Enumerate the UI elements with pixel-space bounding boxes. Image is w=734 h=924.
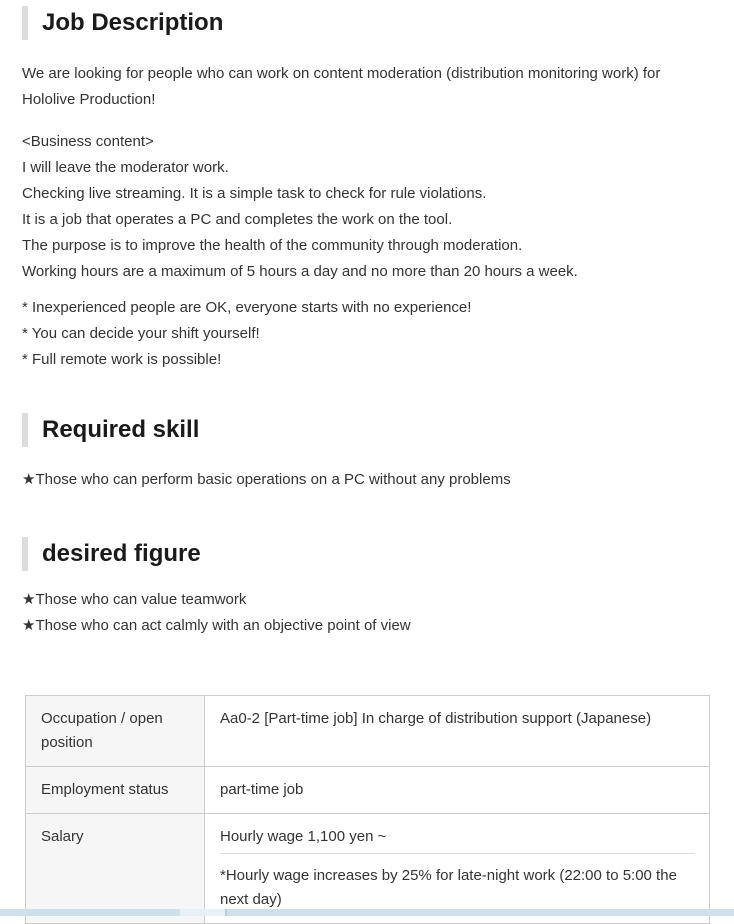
business-content-line: It is a job that operates a PC and completes the work on the tool. (22, 211, 453, 228)
required-skill-list (22, 467, 712, 493)
required-skill-heading-text: Required skill (42, 416, 200, 443)
row-value-occupation: Aa0-2 [Part-time job] In charge of distribution support (Japanese) (205, 696, 710, 767)
perk-line: * You can decide your shift yourself! (22, 325, 260, 342)
horizontal-scrollbar-track[interactable] (0, 909, 734, 916)
business-content-label: <Business content> (22, 133, 154, 150)
job-description-heading (22, 6, 712, 40)
table-row-occupation (26, 696, 710, 767)
table-row-salary (26, 814, 710, 924)
job-posting-page (0, 6, 734, 924)
job-details-table (25, 695, 710, 924)
section-job-description (22, 6, 712, 373)
table-row-employment-status (26, 767, 710, 814)
section-required-skill (22, 413, 712, 493)
desired-figure-item: ★Those who can value teamwork (22, 591, 247, 608)
business-content-line: I will leave the moderator work. (22, 159, 229, 176)
desired-figure-list (22, 587, 712, 639)
scrollbar-divider (225, 909, 227, 916)
desired-figure-heading-text: desired figure (42, 540, 201, 567)
row-label-salary: Salary (26, 814, 205, 924)
perk-line: * Full remote work is possible! (22, 351, 222, 368)
row-label-occupation: Occupation / open position (26, 696, 205, 767)
row-value-employment-status: part-time job (205, 767, 710, 814)
required-skill-heading (22, 413, 712, 447)
salary-note-text: *Hourly wage increases by 25% for late-night work (22:00 to 5:00 the next day) (220, 853, 694, 912)
intro-paragraph: We are looking for people who can work on content moderation (distribution monitoring work) for Hololive Production! (22, 65, 661, 108)
business-content-line: Checking live streaming. It is a simple task to check for rule violations. (22, 185, 487, 202)
desired-figure-heading (22, 537, 712, 571)
job-description-heading-text: Job Description (42, 9, 224, 36)
section-desired-figure (22, 537, 712, 639)
required-skill-item: ★Those who can perform basic operations on a PC without any problems (22, 471, 511, 488)
horizontal-scrollbar-thumb[interactable] (180, 909, 225, 916)
business-content-line: Working hours are a maximum of 5 hours a day and no more than 20 hours a week. (22, 263, 578, 280)
salary-main-text: Hourly wage 1,100 yen ~ (220, 828, 387, 845)
perks-block (22, 295, 712, 373)
desired-figure-item: ★Those who can act calmly with an objective point of view (22, 617, 411, 634)
business-content-line: The purpose is to improve the health of the community through moderation. (22, 237, 523, 254)
perk-line: * Inexperienced people are OK, everyone starts with no experience! (22, 299, 472, 316)
row-value-salary (205, 814, 710, 924)
row-label-employment-status: Employment status (26, 767, 205, 814)
business-content-block (22, 129, 712, 285)
